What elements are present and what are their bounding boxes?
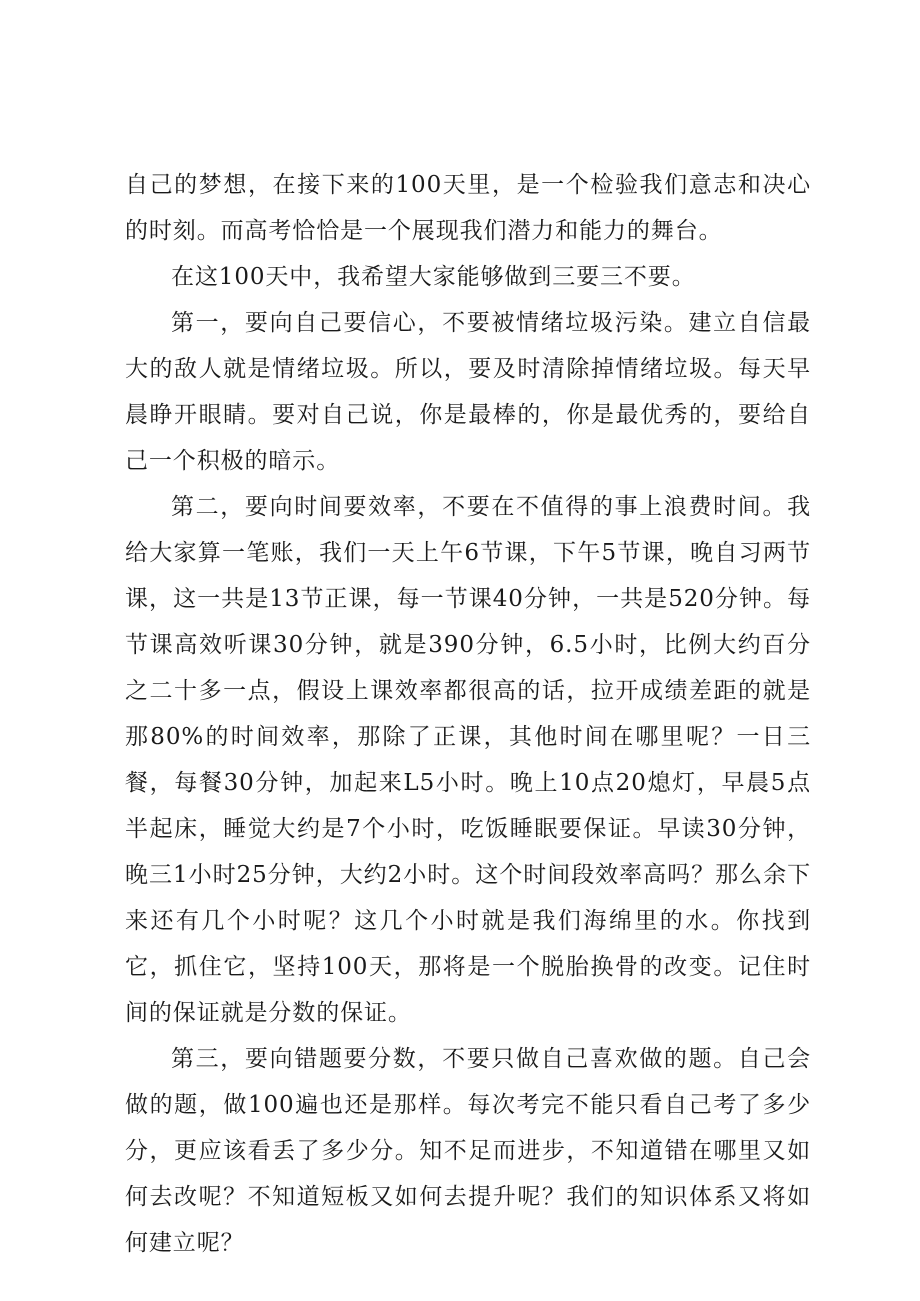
paragraph-intro: 在这100天中，我希望大家能够做到三要三不要。 — [171, 264, 696, 290]
paragraph-point-three: 第三，要向错题要分数，不要只做自己喜欢做的题。自己会做的题，做100遍也还是那样。每次考完不能只看自己考了多少分，更应该看丢了多少分。知不足而进步，不知道错在哪里又如何去改呢？不知道短板又如何去提升呢？我们的知识体系又将如何建立呢？ — [125, 1046, 811, 1256]
paragraph-continuation: 自己的梦想，在接下来的100天里，是一个检验我们意志和决心的时刻。而高考恰恰是一个展现我们潜力和能力的舞台。 — [125, 172, 811, 244]
document-body — [125, 162, 811, 1266]
paragraph-point-two: 第二，要向时间要效率，不要在不值得的事上浪费时间。我给大家算一笔账，我们一天上午6节课，下午5节课，晚自习两节课，这一共是13节正课，每一节课40分钟，一共是520分钟。每节课高效听课30分钟，就是390分钟，6.5小时，比例大约百分之二十多一点，假设上课效率都很高的话，拉开成绩差距的就是那80%的时间效率，那除了正课，其他时间在哪里呢？一日三餐，每餐30分钟，加起来L5小时。晚上10点20熄灯，早晨5点半起床，睡觉大约是7个小时，吃饭睡眠要保证。早读30分钟，晚三1小时25分钟，大约2小时。这个时间段效率高吗？那么余下来还有几个小时呢？这几个小时就是我们海绵里的水。你找到它，抓住它，坚持100天，那将是一个脱胎换骨的改变。记住时间的保证就是分数的保证。 — [125, 494, 811, 1026]
paragraph-point-one: 第一，要向自己要信心，不要被情绪垃圾污染。建立自信最大的敌人就是情绪垃圾。所以，要及时清除掉情绪垃圾。每天早晨睁开眼睛。要对自己说，你是最棒的，你是最优秀的，要给自己一个积极的暗示。 — [125, 310, 811, 474]
